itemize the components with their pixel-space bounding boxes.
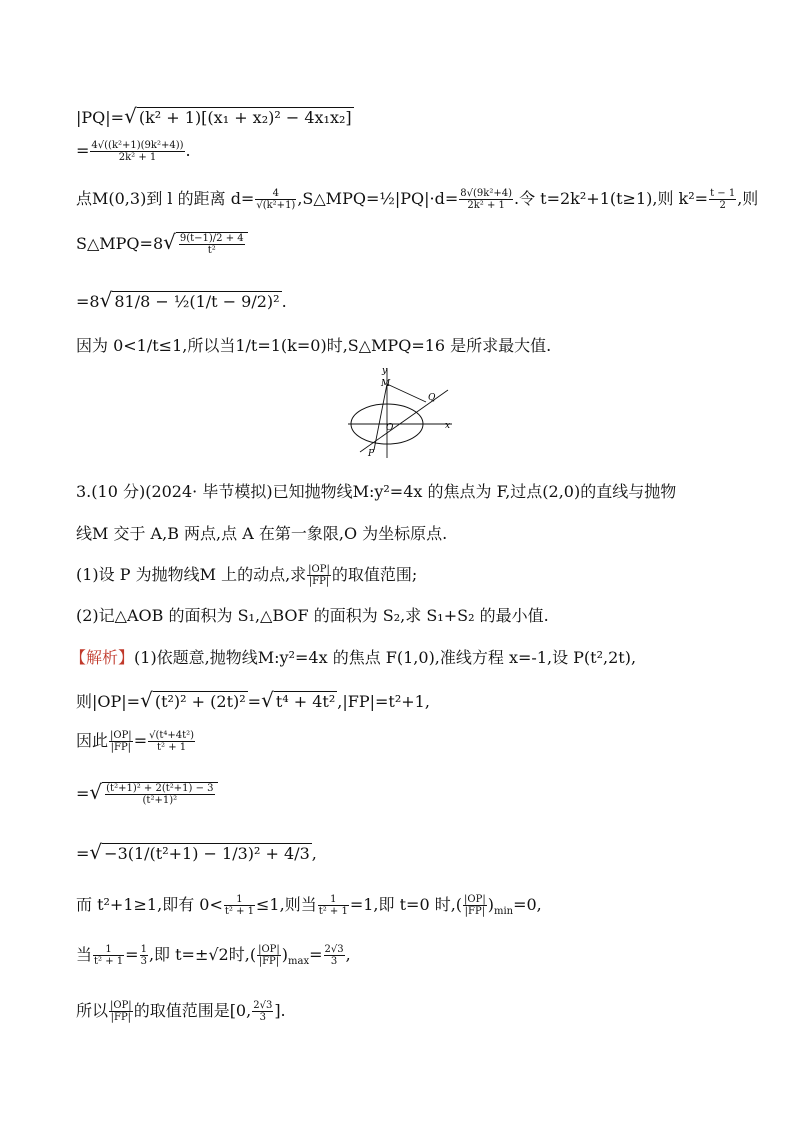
range-text-c: =1,即 t=0 时, (349, 895, 456, 914)
final-max-fraction (252, 1000, 273, 1023)
area-fraction (459, 188, 513, 211)
solution-line8 (76, 1000, 286, 1023)
sqrt-sign: √ (99, 288, 113, 312)
area-expression-2-label: =8 (76, 292, 100, 311)
pq-fraction (90, 140, 184, 163)
period: . (185, 141, 191, 160)
area-num: 8√(9k²+4) (460, 188, 512, 199)
solution-tag: 【解析】 (70, 648, 135, 667)
sqrt-sign: √ (89, 780, 103, 804)
solution-line5-radicand: −3(1/(t²+1) − 1/3)² + 4/3 (104, 844, 310, 863)
solution-line1 (70, 648, 636, 668)
ratio-value-fraction (148, 730, 195, 753)
label-y: y (382, 366, 388, 376)
final-ratio-den: |FP| (110, 1012, 132, 1023)
max-value-fraction (324, 944, 345, 967)
fp-value: ,|FP|=t²+1, (337, 692, 430, 711)
pq-fraction-num: 4√((k²+1)(9k²+4)) (91, 140, 184, 151)
area-den: 2k² + 1 (467, 200, 505, 211)
label-o: O (386, 423, 394, 433)
recip-num-3: 1 (93, 944, 124, 956)
period: . (281, 292, 287, 311)
sqrt-sign: √ (163, 230, 176, 254)
label-q: Q (428, 393, 436, 403)
range-text-a: 而 t²+1≥1,即有 0< (76, 895, 223, 914)
area-inner-num: 9(t−1)/2 + 4 (179, 233, 244, 244)
sqrt-sign: √ (124, 104, 137, 128)
ratio-num: |OP| (110, 730, 132, 741)
solution-line6 (76, 894, 542, 922)
paren-close: ) (487, 895, 494, 914)
op-label: 则|OP|= (76, 692, 141, 711)
comma: , (345, 945, 351, 964)
distance-text: 点M(0,3)到 l 的距离 d= (76, 189, 255, 208)
pq-fraction-den: 2k² + 1 (118, 152, 157, 163)
solution-line2 (76, 690, 430, 712)
max-value-num: 2√3 (324, 944, 344, 955)
recip-den-2: t² + 1 (318, 906, 348, 917)
equals: = (247, 692, 262, 711)
solution-line4 (76, 782, 218, 806)
equals: = (76, 844, 90, 863)
sqrt-sign: √ (261, 688, 274, 712)
min-subscript: min (493, 906, 514, 917)
paren-open: ( (249, 945, 257, 964)
question-3-line1: 3.(10 分)(2024· 毕节模拟)已知抛物线M:y²=4x 的焦点为 F,过点(2,0)的直线与抛物 (76, 482, 677, 501)
let-fraction (709, 188, 736, 211)
recip-fraction-2 (318, 894, 349, 917)
area-text: ,S△MPQ=½|PQ|·d= (297, 189, 459, 208)
solution-line3 (76, 730, 196, 753)
distance-fraction (255, 188, 296, 211)
label-p: P (368, 449, 375, 459)
equals: = (76, 784, 90, 803)
recip-fraction-3 (93, 944, 124, 967)
ellipse-figure (340, 364, 460, 460)
ratio-fraction (109, 730, 133, 753)
area-expression-1 (76, 232, 248, 256)
op-radicand-1: (t²)² + (2t)² (154, 692, 246, 711)
comma: , (311, 844, 317, 863)
min-ratio-num: |OP| (464, 894, 486, 905)
max-conclusion: 因为 0<1/t≤1,所以当1/t=1(k=0)时,S△MPQ=16 是所求最大值. (76, 336, 552, 355)
pq-label: |PQ|= (76, 108, 125, 127)
one-third-fraction (140, 944, 148, 967)
max-ratio-den: |FP| (258, 956, 280, 967)
area-radicand (176, 232, 248, 256)
solution-line4-fraction (105, 783, 214, 806)
part1-text-a: (1)设 P 为抛物线M 上的动点,求 (76, 565, 307, 584)
op-fp-fraction (307, 564, 331, 587)
solution-line4-num: (t²+1)² + 2(t²+1) − 3 (106, 783, 214, 794)
op-num: |OP| (308, 564, 330, 575)
min-ratio-fraction (463, 894, 487, 917)
recip-num-2: 1 (318, 894, 349, 906)
fp-den: |FP| (308, 576, 330, 587)
op-radicand-2: t⁴ + 4t² (275, 692, 336, 711)
max-ratio-fraction (257, 944, 281, 967)
let-num: t − 1 (710, 188, 736, 199)
question-3-line2: 线M 交于 A,B 两点,点 A 在第一象限,O 为坐标原点. (76, 524, 448, 543)
max-value-den: 3 (330, 956, 338, 967)
ratio-value-den: t² + 1 (157, 742, 187, 753)
area-expression-2 (76, 290, 287, 312)
recip-fraction-1 (224, 894, 255, 917)
equals: = (309, 945, 323, 964)
area-inner-fraction (179, 233, 245, 256)
therefore-text: 因此 (76, 731, 109, 750)
final-max-den: 3 (259, 1012, 266, 1023)
label-x: x (445, 421, 451, 431)
area-inner-den: t² (207, 245, 216, 256)
equals: = (133, 731, 148, 750)
recip-den-3: t² + 1 (94, 956, 124, 967)
pq-simplified (76, 140, 191, 163)
part1-text-b: 的取值范围; (331, 565, 418, 584)
sqrt-sign: √ (89, 840, 103, 864)
solution-text1: (1)依题意,抛物线M:y²=4x 的焦点 F(1,0),准线方程 x=-1,设 P(t²,2t), (134, 648, 637, 667)
label-m: M (381, 379, 391, 389)
question-3-part1 (76, 564, 417, 587)
recip-num-1: 1 (224, 894, 255, 906)
equals: = (125, 945, 139, 964)
max-subscript: max (288, 956, 310, 967)
segment-mq (387, 384, 426, 402)
let-end: ,则 (737, 189, 759, 208)
recip-den-1: t² + 1 (224, 906, 255, 917)
paren-close: ) (281, 945, 288, 964)
distance-line (76, 188, 758, 211)
min-ratio-den: |FP| (464, 906, 486, 917)
paren-open: ( (455, 895, 463, 914)
solution-line7 (76, 944, 351, 972)
range-text-d: =0, (513, 895, 542, 914)
area-expression-2-radicand: 81/8 − ½(1/t − 9/2)² (114, 292, 280, 311)
final-ratio-fraction (109, 1000, 133, 1023)
distance-den: √(k²+1) (256, 200, 296, 211)
final-ratio-num: |OP| (110, 1000, 132, 1011)
one-third-num: 1 (140, 944, 147, 955)
pq-radicand: (k² + 1)[(x₁ + x₂)² − 4x₁x₂] (138, 108, 352, 127)
solution-line5 (76, 842, 317, 864)
let-den: 2 (719, 200, 726, 211)
one-third-den: 3 (140, 956, 147, 967)
max-text: ,即 t=±√2时, (148, 945, 250, 964)
solution-line4-radicand (102, 782, 217, 806)
question-3-part2: (2)记△AOB 的面积为 S₁,△BOF 的面积为 S₂,求 S₁+S₂ 的最小值. (76, 606, 549, 625)
range-close: ]. (274, 1001, 286, 1020)
let-text: .令 t=2k²+1(t≥1),则 k²= (513, 189, 709, 208)
when-text: 当 (76, 945, 93, 964)
so-text: 所以 (76, 1001, 109, 1020)
ratio-den: |FP| (110, 742, 132, 753)
range-text-b: ≤1,则当 (256, 895, 317, 914)
range-result-text: 的取值范围是[0, (133, 1001, 252, 1020)
max-ratio-num: |OP| (258, 944, 280, 955)
sqrt-sign: √ (140, 688, 153, 712)
area-label: S△MPQ=8 (76, 234, 164, 253)
distance-num: 4 (255, 188, 296, 200)
ratio-value-num: √(t⁴+4t²) (149, 730, 195, 741)
pq-formula (76, 106, 354, 128)
equals: = (76, 141, 90, 160)
solution-line4-den: (t²+1)² (142, 795, 178, 806)
final-max-num: 2√3 (253, 1000, 273, 1011)
segment-mp (374, 384, 387, 450)
